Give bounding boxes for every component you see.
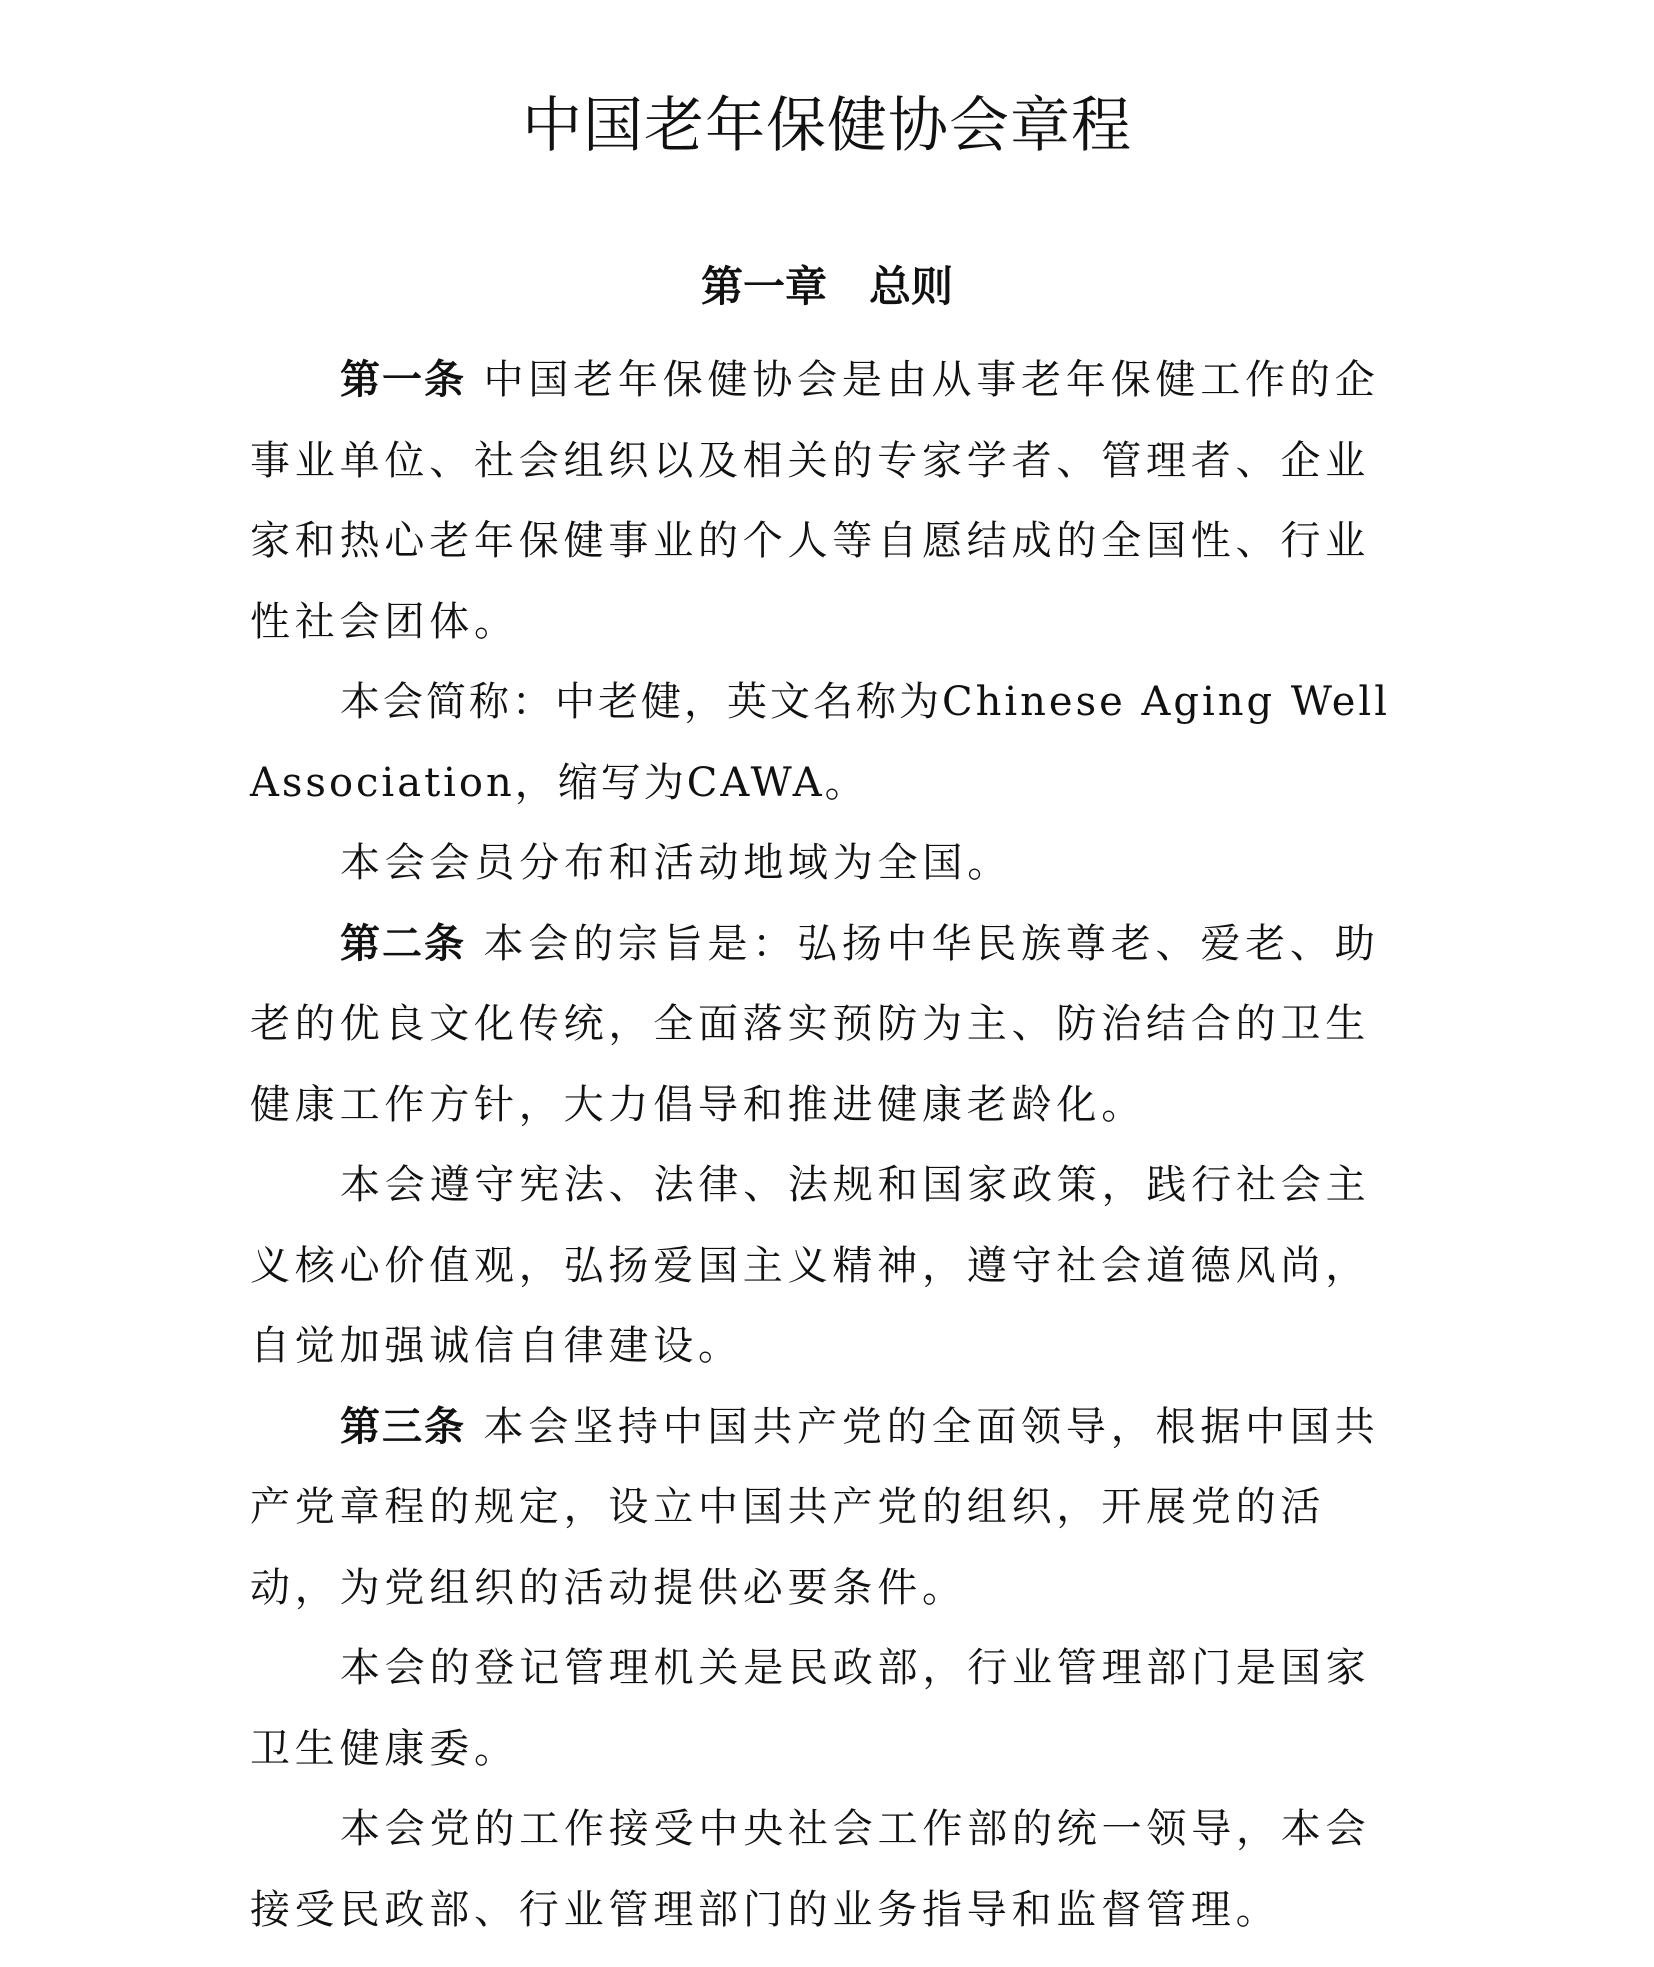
paragraph-text: 本会党的工作接受中央社会工作部的统一领导，本会接受民政部、行业管理部门的业务指导和监督管理。: [250, 1806, 1371, 1933]
chapter-heading: 第一章 总则: [700, 262, 953, 311]
registration-paragraph: [250, 1628, 1400, 1789]
paragraph-text: 本会的宗旨是：弘扬中华民族尊老、爱老、助老的优良文化传统，全面落实预防为主、防治结合的卫生健康工作方针，大力倡导和推进健康老龄化。: [250, 920, 1380, 1128]
article-1-paragraph: [250, 340, 1400, 662]
article-label: 第三条: [340, 1403, 466, 1450]
paragraph-text: 中国老年保健协会是由从事老年保健工作的企事业单位、社会组织以及相关的专家学者、管理者、企业家和热心老年保健事业的个人等自愿结成的全国性、行业性社会团体。: [250, 357, 1380, 645]
compliance-paragraph: [250, 1145, 1400, 1387]
supervision-paragraph: [250, 1789, 1400, 1950]
article-label: 第一条: [340, 357, 466, 403]
paragraph-text: 本会简称：中老健，英文名称为Chinese Aging Well Association，缩写为CAWA。: [250, 679, 1390, 806]
paragraph-text: 本会的登记管理机关是民政部，行业管理部门是国家卫生健康委。: [250, 1645, 1371, 1772]
article-label: 第二条: [340, 920, 466, 967]
abbreviation-paragraph: [250, 662, 1400, 823]
paragraph-text: 本会会员分布和活动地域为全国。: [340, 840, 1012, 886]
paragraph-text: 本会坚持中国共产党的全面领导，根据中国共产党章程的规定，设立中国共产党的组织，开展党的活动，为党组织的活动提供必要条件。: [250, 1403, 1380, 1611]
region-paragraph: [250, 823, 1400, 904]
article-3-paragraph: [250, 1387, 1400, 1629]
document-title: 中国老年保健协会章程: [522, 91, 1132, 161]
document-body: [250, 340, 1400, 1950]
article-2-paragraph: [250, 904, 1400, 1146]
paragraph-text: 本会遵守宪法、法律、法规和国家政策，践行社会主义核心价值观，弘扬爱国主义精神，遵守社会道德风尚，自觉加强诚信自律建设。: [250, 1162, 1371, 1369]
